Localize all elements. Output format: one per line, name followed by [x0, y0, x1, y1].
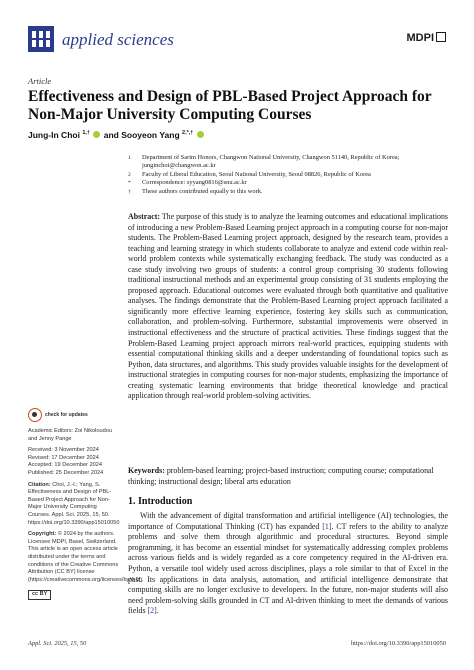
affiliations	[128, 154, 448, 196]
journal-name: applied sciences	[62, 30, 174, 49]
citation-label: Citation:	[28, 481, 51, 488]
publisher-name: MDPI	[406, 32, 434, 44]
check-updates-label: check for updates	[45, 412, 88, 418]
check-updates-icon	[28, 408, 42, 422]
date-accepted: Accepted: 19 December 2024	[28, 462, 103, 469]
correspondence-text[interactable]: Correspondence: syyang0816@snu.ac.kr	[142, 179, 247, 187]
copyright-text: © 2024 by the authors. Licensee MDPI, Basel, Switzerland. This article is an open access article distributed under the terms and conditions of the Creative Commons Attribution (CC BY) license (https://creativecommons.org/licenses/by/4.0/).	[28, 531, 144, 583]
author-name[interactable]: Sooyeon Yang	[121, 130, 180, 140]
date-revised: Revised: 17 December 2024	[28, 454, 99, 461]
article-type: Article	[28, 76, 52, 86]
academic-editors-label: Academic Editors:	[28, 428, 74, 434]
footer-doi-link[interactable]: https://doi.org/10.3390/app15010050	[350, 640, 446, 647]
check-for-updates-button[interactable]	[28, 408, 120, 422]
intro-text: .	[156, 606, 159, 616]
affiliation-item	[128, 154, 448, 171]
affiliation-mark: 1	[128, 155, 131, 161]
citation-text[interactable]: Choi, J.-I.; Yang, S. Effectiveness and Design of PBL-Based Project Approach for Non-Major University Computing Courses. Appl. Sci. 2025, 15, 50. https://doi.org/10.3390/app15010050	[28, 481, 120, 526]
affiliation-item	[128, 179, 448, 187]
mdpi-box-icon	[436, 32, 446, 42]
citation-block	[28, 482, 120, 528]
copyright-label: Copyright:	[28, 531, 57, 538]
affiliation-item	[128, 188, 448, 196]
academic-editors-names: Zoi Nikoloudou and Jenny Pange	[28, 428, 112, 442]
author-conjunction: and	[103, 130, 119, 140]
affiliation-mark: †	[128, 188, 131, 195]
article-title: Effectiveness and Design of PBL-Based Project Approach for Non-Major University Computing Courses	[28, 88, 432, 123]
academic-editors	[28, 428, 120, 443]
abstract-label: Abstract:	[128, 212, 160, 221]
affiliation-mark: *	[128, 180, 131, 187]
article-dates	[28, 447, 120, 477]
section-heading: 1. Introduction	[128, 496, 193, 507]
keywords-label: Keywords:	[128, 466, 165, 475]
keywords	[128, 466, 448, 487]
article-sidebar	[28, 408, 144, 602]
date-received: Received: 3 November 2024	[28, 447, 99, 454]
citation-link[interactable]: [2]	[147, 606, 157, 616]
affiliation-mark: 2	[128, 171, 131, 178]
author-list	[28, 130, 205, 140]
journal-logo-icon	[28, 26, 54, 52]
keywords-text: problem-based learning; project-based instruction; computing course; computational thinking; instructional design; liberal arts education	[128, 466, 434, 486]
cc-by-license-badge[interactable]: cc BY	[28, 590, 51, 600]
orcid-icon[interactable]	[197, 131, 204, 138]
publisher-logo	[407, 32, 447, 44]
affiliation-item	[128, 171, 448, 179]
intro-text: With the advancement of digital transformation and artificial intelligence (AI) technologies, the importance of Computational Thinking (CT) has expanded	[128, 511, 448, 531]
page-header	[28, 26, 446, 56]
affiliation-text: Department of Sarim Honors, Changwon National University, Changwon 51140, Republic of Korea; junginchoi@changwon.ac.kr	[142, 154, 400, 170]
author-affiliation-mark: 1,†	[82, 130, 90, 137]
author-name[interactable]: Jung-In Choi	[28, 130, 80, 140]
intro-paragraph	[128, 511, 448, 617]
intro-text: . CT refers to the ability to analyze problems and solve them through algorithmic and procedural structures. Beyond simple programming, it has become an essential mindset for systematically addressing complex problems across various fields and is widely regarded as a core competency required in the AI-driven era. Python, a versatile tool widely used across disciplines, plays a role similar to that of Excel in the past. Its applications in data analysis, automation, and artificial intelligence demonstrate that computing skills are no longer exclusive to developers. In the future, non-major students will also need problem-solving skills grounded in CT and AI-driven thinking to meet the demands of various fields	[128, 521, 448, 616]
citation-link[interactable]: [1]	[322, 521, 332, 531]
affiliation-text: Faculty of Liberal Education, Seoul National University, Seoul 08826, Republic of Korea	[142, 170, 371, 178]
date-published: Published: 25 December 2024	[28, 469, 104, 476]
copyright-block	[28, 531, 144, 584]
abstract-text: The purpose of this study is to analyze the learning outcomes and educational implications of introducing a new Problem-Based Learning project approach in a computing course for non-major students. The Problem-Based Learning project approach, designed by the research team, provides a teaching and learning strategy in which students collaborate to analyze and extend code within real-world problem contexts while systematically exchanging feedback. The study was conducted as a case study involving two groups of students: a control group comprising 30 students following traditional instructional methods and an experimental group consisting of 31 students employing the proposed approach. Educational outcomes were evaluated through both quantitative and qualitative analyses. The findings demonstrate that the Problem-Based Learning project approach facilitated a significantly more effective learning experience, fostering key skills such as communication, collaboration, and problem-solving. Furthermore, substantial improvements were observed in instructional effectiveness and the structure of practical activities. These findings suggest that the Problem-Based Learning project approach mirrors real-world practices, equipping students with essential computational thinking skills and a deeper understanding of foundational topics such as Python, data structures, and algorithms. This study provides valuable insights for the development of instructional strategies in computing courses for non-major students, emphasizing the importance of creating systematic learning environments that bridge theoretical knowledge and practical application through real-world problem-solving activities.	[128, 212, 448, 401]
orcid-icon[interactable]	[93, 131, 100, 138]
abstract	[128, 212, 448, 402]
footer-citation: Appl. Sci. 2025, 15, 50	[28, 640, 87, 647]
author-affiliation-mark: 2,*,†	[182, 130, 194, 137]
affiliation-text: These authors contributed equally to this work.	[142, 187, 263, 195]
